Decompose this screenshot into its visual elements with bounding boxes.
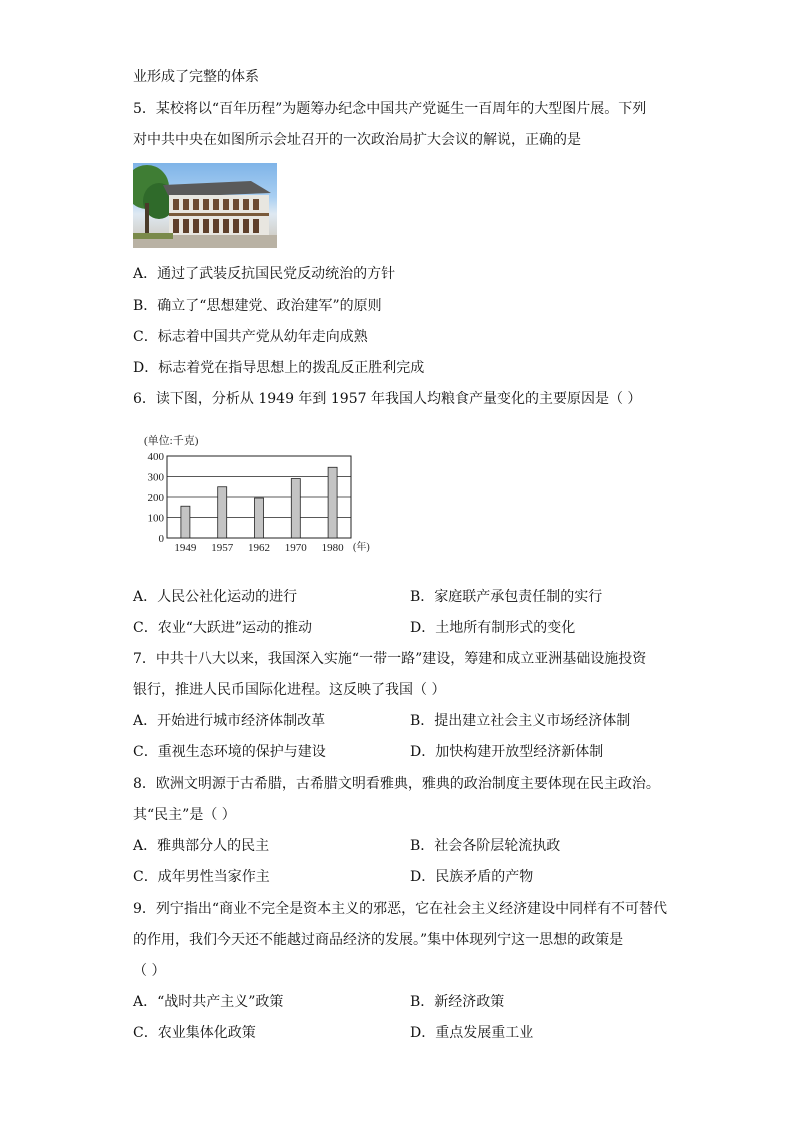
question-7-option-d[interactable]: D．加快构建开放型经济新体制 bbox=[410, 744, 604, 760]
question-6-line: 6．读下图，分析从 1949 年到 1957 年我国人均粮食产量变化的主要原因是（ ） bbox=[133, 391, 642, 407]
question-9-option-c[interactable]: C．农业集体化政策 bbox=[133, 1025, 256, 1041]
question-8-option-a[interactable]: A．雅典部分人的民主 bbox=[133, 838, 270, 854]
chart-ytick-label: 200 bbox=[147, 492, 164, 504]
question-9-option-d[interactable]: D．重点发展重工业 bbox=[410, 1025, 534, 1041]
question-5-line-2: 对中共中央在如图所示会址召开的一次政治局扩大会议的解说，正确的是 bbox=[133, 132, 581, 148]
chart-xtick-label: 1957 bbox=[211, 542, 234, 554]
chart-bar-1962 bbox=[255, 498, 264, 538]
chart-ytick-label: 100 bbox=[147, 512, 164, 525]
question-7-line-1: 7．中共十八大以来，我国深入实施“一带一路”建设，筹建和成立亚洲基础设施投资 bbox=[133, 651, 647, 667]
chart-ytick-label: 0 bbox=[158, 533, 164, 545]
grain-output-bar-chart bbox=[140, 432, 380, 558]
question-7-option-a[interactable]: A．开始进行城市经济体制改革 bbox=[133, 713, 326, 729]
question-9-line-3: （ ） bbox=[133, 963, 166, 979]
question-8-line-2: 其“民主”是（ ） bbox=[133, 807, 236, 823]
chart-bar-1980 bbox=[328, 467, 337, 538]
question-5-line-1: 5．某校将以“百年历程”为题筹办纪念中国共产党诞生一百周年的大型图片展。下列 bbox=[133, 101, 647, 117]
chart-x-suffix: (年) bbox=[353, 542, 370, 553]
question-5-option-b[interactable]: B．确立了“思想建党、政治建军”的原则 bbox=[133, 298, 382, 314]
question-7-option-b[interactable]: B．提出建立社会主义市场经济体制 bbox=[410, 713, 631, 729]
chart-ytick-label: 300 bbox=[147, 471, 164, 484]
chart-xtick-label: 1970 bbox=[284, 542, 307, 554]
chart-ytick-label: 400 bbox=[147, 451, 164, 463]
continued-text-line: 业形成了完整的体系 bbox=[133, 69, 259, 85]
question-8-line-1: 8．欧洲文明源于古希腊，古希腊文明看雅典，雅典的政治制度主要体现在民主政治。 bbox=[133, 776, 660, 792]
question-9-line-2: 的作用，我们今天还不能越过商品经济的发展。”集中体现列宁这一思想的政策是 bbox=[133, 932, 624, 948]
chart-bar-1949 bbox=[181, 506, 190, 538]
question-9-option-b[interactable]: B．新经济政策 bbox=[410, 994, 505, 1010]
question-8-option-d[interactable]: D．民族矛盾的产物 bbox=[410, 869, 534, 885]
question-5-option-c[interactable]: C．标志着中国共产党从幼年走向成熟 bbox=[133, 329, 368, 345]
meeting-site-photo bbox=[133, 163, 277, 248]
question-6-option-b[interactable]: B．家庭联产承包责任制的实行 bbox=[410, 589, 603, 605]
question-8-option-b[interactable]: B．社会各阶层轮流执政 bbox=[410, 838, 561, 854]
chart-xtick-label: 1980 bbox=[321, 542, 344, 554]
question-7-option-c[interactable]: C．重视生态环境的保护与建设 bbox=[133, 744, 326, 760]
question-9-option-a[interactable]: A．“战时共产主义”政策 bbox=[133, 994, 284, 1010]
question-5-option-d[interactable]: D．标志着党在指导思想上的拨乱反正胜利完成 bbox=[133, 360, 425, 376]
question-6-option-c[interactable]: C．农业“大跃进”运动的推动 bbox=[133, 620, 313, 636]
chart-xtick-label: 1949 bbox=[174, 542, 197, 554]
question-9-line-1: 9．列宁指出“商业不完全是资本主义的邪恶，它在社会主义经济建设中同样有不可替代 bbox=[133, 901, 668, 917]
question-5-option-a[interactable]: A．通过了武装反抗国民党反动统治的方针 bbox=[133, 266, 396, 282]
question-6-option-a[interactable]: A．人民公社化运动的进行 bbox=[133, 589, 298, 605]
chart-bar-1970 bbox=[291, 479, 300, 538]
question-7-line-2: 银行，推进人民币国际化进程。这反映了我国（ ） bbox=[133, 682, 446, 698]
question-8-option-c[interactable]: C．成年男性当家作主 bbox=[133, 869, 270, 885]
chart-xtick-label: 1962 bbox=[248, 542, 270, 554]
chart-bar-1957 bbox=[218, 487, 227, 538]
chart-unit-label: (单位:千克) bbox=[144, 435, 199, 447]
question-6-option-d[interactable]: D．土地所有制形式的变化 bbox=[410, 620, 576, 636]
